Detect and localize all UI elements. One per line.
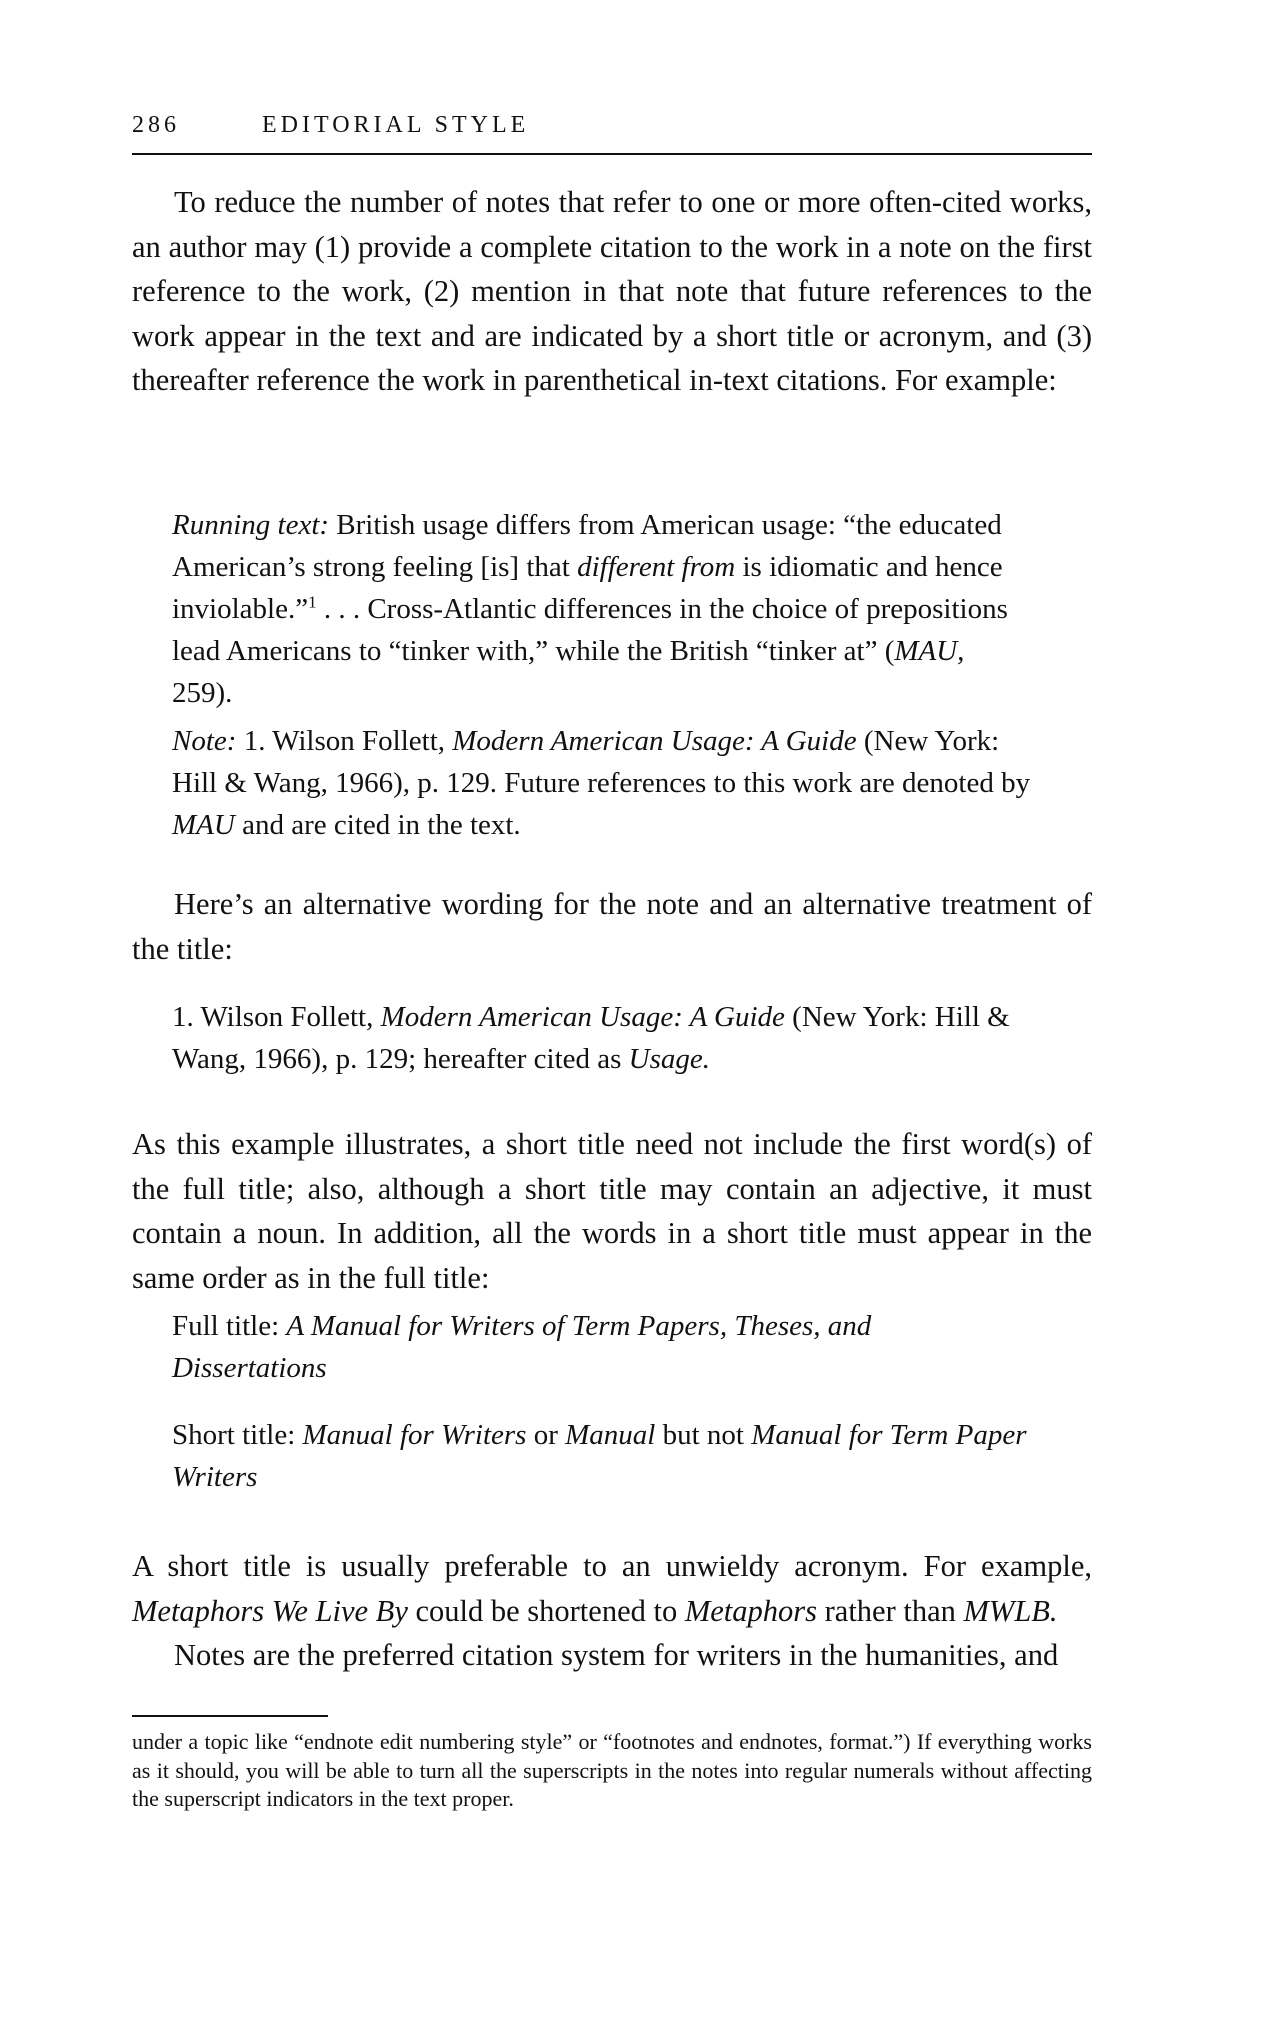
example-alternative-note: 1. Wilson Follett, Modern American Usage: A Guide (New York: Hill & Wang, 1966), p. 129; hereafter cited as Usage. xyxy=(172,1001,1010,1075)
note-reference: 1 xyxy=(308,592,317,612)
paragraph-intro: To reduce the number of notes that refer to one or more often-cited works, an author may (1) provide a complete citation to the work in a note on the first reference to the work, (2) mention in that note that future references to the work appear in the text and are indicated by a short title or acronym, and (3) thereafter reference the work in parenthetical in-text citations. For example: xyxy=(132,185,1092,397)
running-head xyxy=(132,112,1092,139)
example-short-title: Short title: Manual for Writers or Manual but not Manual for Term Paper Writers xyxy=(172,1419,1027,1493)
page-number: 286 xyxy=(132,112,180,138)
running-title: EDITORIAL STYLE xyxy=(262,112,530,138)
example-full-title: Full title: A Manual for Writers of Term Papers, Theses, and Dissertations xyxy=(172,1310,872,1384)
paragraph-acronym: A short title is usually preferable to an unwieldy acronym. For example, Metaphors We Live By could be shortened to Metaphors rather than MWLB. xyxy=(132,1549,1092,1628)
example-note: Note: 1. Wilson Follett, Modern American Usage: A Guide (New York: Hill & Wang, 1966), p. 129. Future references to this work are denoted by MAU and are cited in the text. xyxy=(172,725,1031,841)
example-running-text: Running text: British usage differs from American usage: “the educated American’s strong feeling [is] that different from is idiomatic and hence inviolable.”$^1$ . . . Cross-Atlantic differences in the choice of prepositions lead Americans to “tinker with,” while the British “tinker at” (MAU, 259). xyxy=(172,509,1008,709)
example-label: Running text: xyxy=(172,509,330,541)
paragraph-alternative: Here’s an alternative wording for the note and an alternative treatment of the title: xyxy=(132,887,1092,966)
paragraph-short-title: As this example illustrates, a short title need not include the first word(s) of the full title; also, although a short title may contain an adjective, it must contain a noun. In addition, all the words in a short title must appear in the same order as in the full title: xyxy=(132,1127,1092,1295)
footnote-rule xyxy=(132,1715,328,1717)
paragraph-notes: Notes are the preferred citation system for writers in the humanities, and xyxy=(174,1638,1059,1672)
footnote-text: under a topic like “endnote edit numbering style” or “footnotes and endnotes, format.”) If everything works as it should, you will be able to turn all the superscripts in the notes into regular numerals without affecting the superscript indicators in the text proper. xyxy=(132,1729,1092,1811)
example-label: Note: xyxy=(172,725,237,757)
header-rule xyxy=(132,153,1092,155)
